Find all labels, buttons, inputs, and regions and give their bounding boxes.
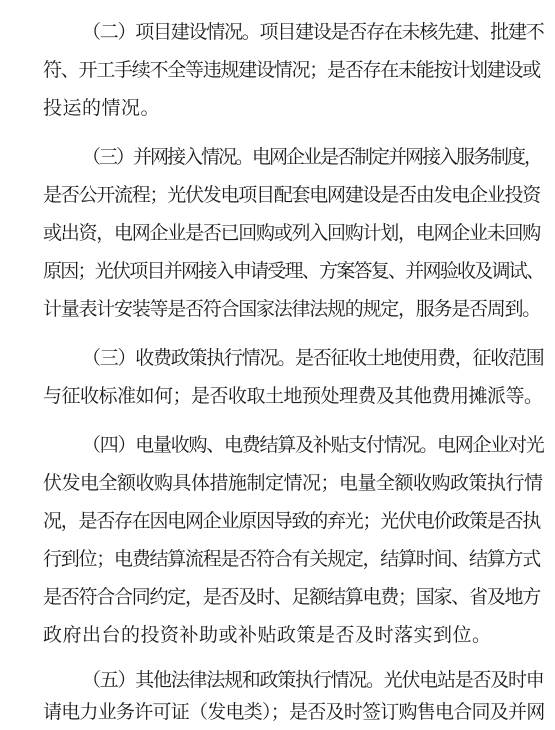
text-line: 政府出台的投资补助或补贴政策是否及时落实到位。 bbox=[43, 624, 492, 646]
text-line: 原因；光伏项目并网接入申请受理、方案答复、并网验收及调试、 bbox=[43, 260, 544, 282]
text-line: 是否符合合同约定，是否及时、足额结算电费；国家、省及地方 bbox=[43, 586, 541, 608]
text-line: 与征收标准如何；是否收取土地预处理费及其他费用摊派等。 bbox=[43, 385, 543, 407]
text-line: 符、开工手续不全等违规建设情况；是否存在未能按计划建设或 bbox=[43, 59, 541, 81]
text-line: 况，是否存在因电网企业原因导致的弃光；光伏电价政策是否执 bbox=[43, 510, 541, 532]
text-line: （四）电量收购、电费结算及补贴支付情况。电网企业对光 bbox=[82, 434, 544, 456]
text-line: 伏发电全额收购具体措施制定情况；电量全额收购政策执行情 bbox=[43, 472, 543, 494]
text-line: （五）其他法律法规和政策执行情况。光伏电站是否及时申 bbox=[82, 669, 544, 691]
text-line: （三）并网接入情况。电网企业是否制定并网接入服务制度， bbox=[82, 146, 542, 168]
text-line: 行到位；电费结算流程是否符合有关规定，结算时间、结算方式 bbox=[43, 548, 541, 570]
text-line: 或出资，电网企业是否已回购或列入回购计划，电网企业未回购 bbox=[43, 222, 541, 244]
text-line: （三）收费政策执行情况。是否征收土地使用费，征收范围 bbox=[82, 347, 544, 369]
text-line: 投运的情况。 bbox=[43, 97, 161, 119]
text-line: 计量表计安装等是否符合国家法律法规的规定，服务是否周到。 bbox=[43, 298, 541, 320]
text-line: 请电力业务许可证（发电类）；是否及时签订购售电合同及并网 bbox=[43, 701, 545, 723]
text-line: （二）项目建设情况。项目建设是否存在未核先建、批建不 bbox=[82, 21, 544, 43]
text-line: 是否公开流程；光伏发电项目配套电网建设是否由发电企业投资 bbox=[43, 184, 541, 206]
